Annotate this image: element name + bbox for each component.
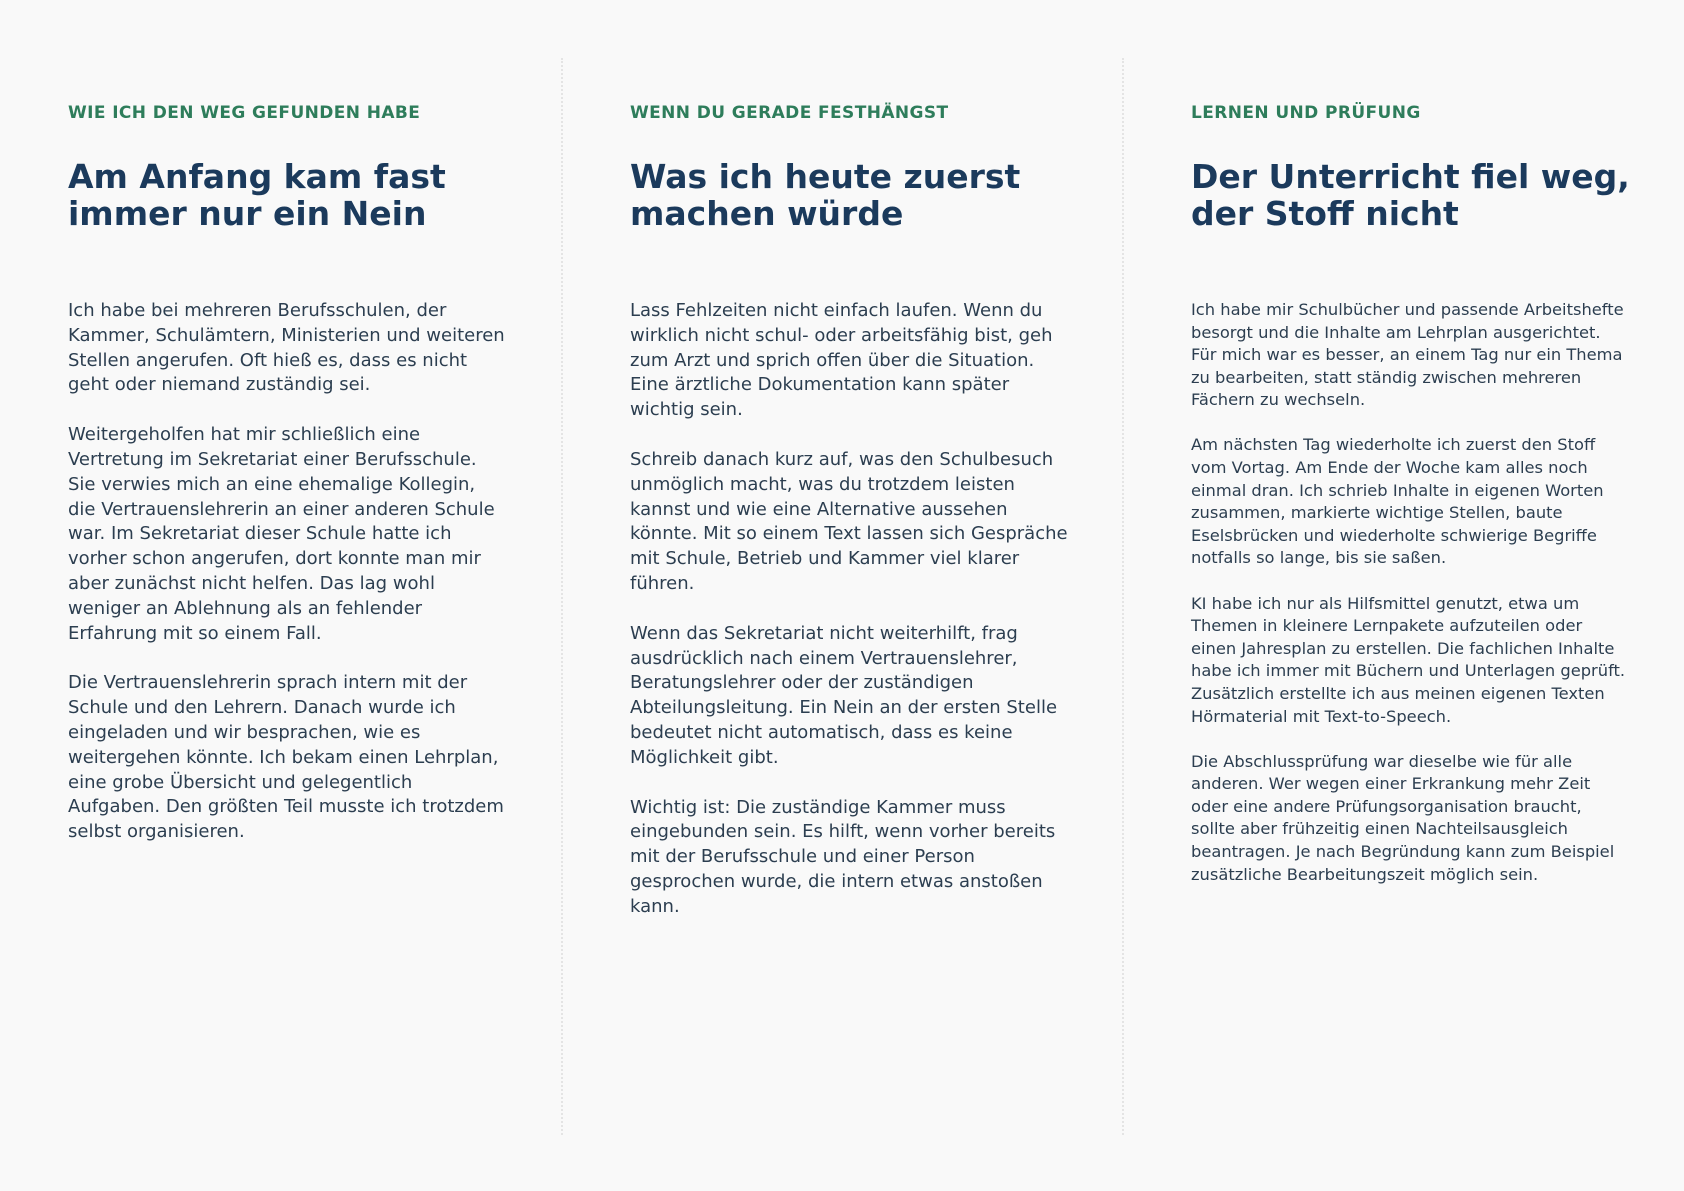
body-paragraph: Schreib danach kurz auf, was den Schulbesuch unmöglich macht, was du trotzdem leisten kannst und wie eine Alternative aussehen könnte. Mit so einem Text lassen sich Gespräche mit Schule, Betrieb und Kammer viel klarer führen.	[630, 448, 1068, 594]
column-lernen-pruefung	[1191, 0, 1631, 1191]
section-title-line: Am Anfang kam fast	[68, 157, 446, 196]
section-eyebrow: WIE ICH DEN WEG GEFUNDEN HABE	[68, 103, 421, 123]
section-body	[1191, 299, 1629, 909]
section-title-line: machen würde	[630, 194, 904, 233]
section-title-line: Was ich heute zuerst	[630, 157, 1021, 196]
body-paragraph: Lass Fehlzeiten nicht einfach laufen. Wenn du wirklich nicht schul- oder arbeitsfähig bist, geh zum Arzt und sprich offen über die Situation. Eine ärztliche Dokumentation kann später wichtig sein.	[630, 300, 1053, 421]
body-paragraph: Die Abschlussprüfung war dieselbe wie für alle anderen. Wer wegen einer Erkrankung mehr Zeit oder eine andere Prüfungsorganisation braucht, sollte aber frühzeitig einen Nachteilsausgleich beantragen. Je nach Begründung kann zum Beispiel zusätzliche Bearbeitungszeit möglich sein.	[1191, 751, 1615, 884]
section-title	[1191, 158, 1651, 232]
section-title-line: der Stoff nicht	[1191, 194, 1459, 233]
section-title-line: Der Unterricht fiel weg,	[1191, 157, 1630, 196]
body-paragraph: Ich habe bei mehreren Berufsschulen, der Kammer, Schulämtern, Ministerien und weiteren Stellen angerufen. Oft hieß es, dass es nicht geht oder niemand zuständig sei.	[68, 300, 505, 396]
section-title	[68, 158, 528, 232]
section-body	[68, 299, 508, 870]
column-divider	[561, 58, 563, 1135]
body-paragraph: Wenn das Sekretariat nicht weiterhilft, frag ausdrücklich nach einem Vertrauenslehrer, Beratungslehrer oder der zuständigen Abteilungsleitung. Ein Nein an der ersten Stelle bedeutet nicht automatisch, dass es keine Möglichkeit gibt.	[630, 622, 1058, 768]
column-weg-gefunden	[68, 0, 508, 1191]
body-paragraph: Weitergeholfen hat mir schließlich eine Vertretung im Sekretariat einer Berufsschule. Sie verwies mich an eine ehemalige Kollegin, die Vertrauenslehrerin an einer anderen Schule war. Im Sekretariat dieser Schule hatte ich vorher schon angerufen, dort konnte man mir aber zunächst nicht helfen. Das lag wohl weniger an Ablehnung als an fehlender Erfahrung mit so einem Fall.	[68, 424, 495, 644]
column-festhaengst	[630, 0, 1070, 1191]
section-body	[630, 299, 1070, 945]
section-eyebrow: WENN DU GERADE FESTHÄNGST	[630, 103, 949, 123]
body-paragraph: Ich habe mir Schulbücher und passende Arbeitshefte besorgt und die Inhalte am Lehrplan ausgerichtet. Für mich war es besser, an einem Tag nur ein Thema zu bearbeiten, statt ständig zwischen mehreren Fächern zu wechseln.	[1191, 300, 1624, 410]
body-paragraph: Wichtig ist: Die zuständige Kammer muss eingebunden sein. Es hilft, wenn vorher bereits mit der Berufsschule und einer Person gesprochen wurde, die intern etwas anstoßen kann.	[630, 796, 1056, 917]
section-title	[630, 158, 1090, 232]
section-title-line: immer nur ein Nein	[68, 194, 427, 233]
column-divider	[1122, 58, 1124, 1135]
body-paragraph: Am nächsten Tag wiederholte ich zuerst den Stoff vom Vortag. Am Ende der Woche kam alles noch einmal dran. Ich schrieb Inhalte in eigenen Worten zusammen, markierte wichtige Stellen, baute Eselsbrücken und wiederholte schwierige Begriffe notfalls so lange, bis sie saßen.	[1191, 435, 1604, 568]
body-paragraph: Die Vertrauenslehrerin sprach intern mit der Schule und den Lehrern. Danach wurde ich eingeladen und wir besprachen, wie es weitergehen könnte. Ich bekam einen Lehrplan, eine grobe Übersicht und gelegentlich Aufgaben. Den größten Teil musste ich trotzdem selbst organisieren.	[68, 672, 504, 843]
section-eyebrow: LERNEN UND PRÜFUNG	[1191, 103, 1421, 123]
body-paragraph: KI habe ich nur als Hilfsmittel genutzt, etwa um Themen in kleinere Lernpakete aufzuteilen oder einen Jahresplan zu erstellen. Die fachlichen Inhalte habe ich immer mit Büchern und Unterlagen geprüft. Zusätzlich erstellte ich aus meinen eigenen Texten Hörmaterial mit Text-to-Speech.	[1191, 593, 1626, 726]
